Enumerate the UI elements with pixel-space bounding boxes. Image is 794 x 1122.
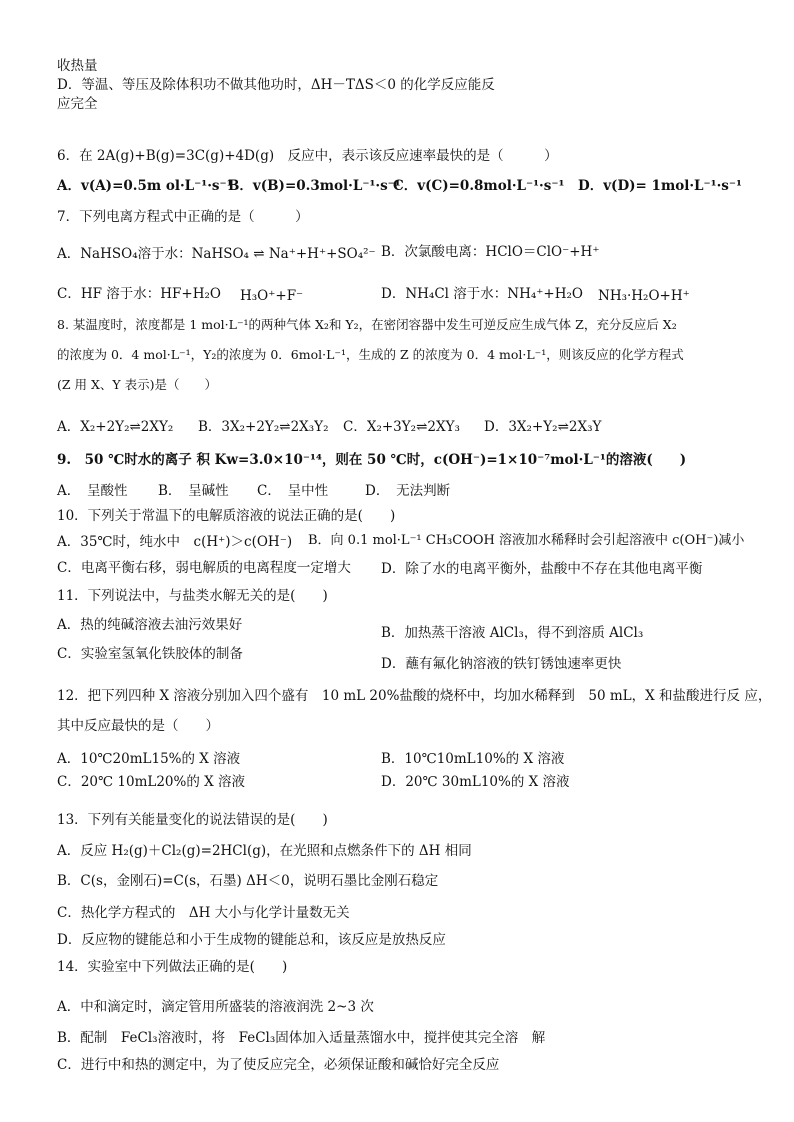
q8-option-a: A．X₂+2Y₂⇌2XY₂ bbox=[57, 419, 174, 435]
q11-option-c: C．实验室氢氧化铁胶体的制备 bbox=[57, 646, 243, 662]
q11-option-a: A．热的纯碱溶液去油污效果好 bbox=[57, 617, 243, 633]
q11-option-d: D．蘸有氟化钠溶液的铁钉锈蚀速率更快 bbox=[381, 656, 622, 672]
q8-stem-line-1: 8. 某温度时，浓度都是 1 mol·L⁻¹的两种气体 X₂和 Y₂，在密闭容器中发生可逆反应生成气体 Z，充分反应后 X₂ bbox=[57, 317, 677, 332]
q14-option-c: C．进行中和热的测定中，为了使反应完全，必须保证酸和碱恰好完全反应 bbox=[57, 1057, 500, 1073]
q7-option-c-right: H₃O⁺+F⁻ bbox=[240, 288, 304, 304]
q12-option-b: B．10℃10mL10%的 X 溶液 bbox=[381, 751, 565, 767]
q11-option-b: B．加热蒸干溶液 AlCl₃，得不到溶质 AlCl₃ bbox=[381, 625, 644, 641]
q9-option-d: D． 无法判断 bbox=[365, 483, 451, 499]
q6-stem: 6．在 2A(g)+B(g)=3C(g)+4D(g) 反应中，表示该反应速率最快的是（ ） bbox=[57, 148, 558, 164]
q7-option-d-left: D．NH₄Cl 溶于水：NH₄⁺+H₂O bbox=[381, 286, 583, 302]
q9-option-c: C． 呈中性 bbox=[257, 483, 329, 499]
q6-option-a: A．v(A)=0.5m ol·L⁻¹·s⁻¹ bbox=[57, 178, 233, 194]
q7-option-b: B．次氯酸电离：HClO＝ClO⁻+H⁺ bbox=[381, 244, 600, 260]
intro-line-1: 收热量 bbox=[57, 58, 98, 74]
q8-stem-line-3: (Z 用 X、Y 表示)是（ ） bbox=[57, 377, 218, 392]
q10-option-b: B．向 0.1 mol·L⁻¹ CH₃COOH 溶液加水稀释时会引起溶液中 c(OH⁻)减小 bbox=[308, 533, 745, 548]
q13-option-b: B．C(s，金刚石)=C(s，石墨) ΔH＜0，说明石墨比金刚石稳定 bbox=[57, 873, 439, 889]
q6-option-b: B．v(B)=0.3mol·L⁻¹·s⁻¹ bbox=[228, 178, 401, 194]
q12-stem-line-1: 12．把下列四种 X 溶液分别加入四个盛有 10 mL 20%盐酸的烧杯中，均加水稀释到 50 mL，X 和盐酸进行反 应， bbox=[57, 688, 772, 704]
q14-option-a: A．中和滴定时，滴定管用所盛装的溶液润洗 2~3 次 bbox=[57, 999, 374, 1015]
q10-stem: 10．下列关于常温下的电解质溶液的说法正确的是( ) bbox=[57, 508, 396, 524]
q8-stem-line-2: 的浓度为 0．4 mol·L⁻¹，Y₂的浓度为 0．6mol·L⁻¹，生成的 Z 的浓度为 0．4 mol·L⁻¹，则该反应的化学方程式 bbox=[57, 347, 684, 362]
q14-option-b: B．配制 FeCl₃溶液时，将 FeCl₃固体加入适量蒸馏水中，搅拌使其完全溶 解 bbox=[57, 1030, 546, 1046]
q9-option-b: B． 呈碱性 bbox=[158, 483, 229, 499]
q12-stem-line-2: 其中反应最快的是（ ） bbox=[57, 718, 219, 734]
q13-option-d: D．反应物的键能总和小于生成物的键能总和，该反应是放热反应 bbox=[57, 932, 446, 948]
q8-option-b: B．3X₂+2Y₂⇌2X₃Y₂ bbox=[198, 419, 329, 435]
q8-option-d: D．3X₂+Y₂⇌2X₃Y bbox=[484, 419, 602, 435]
q13-option-a: A．反应 H₂(g)＋Cl₂(g)=2HCl(g)，在光照和点燃条件下的 ΔH 相同 bbox=[57, 843, 472, 859]
q12-option-d: D．20℃ 30mL10%的 X 溶液 bbox=[381, 774, 570, 790]
intro-line-2: D．等温、等压及除体积功不做其他功时，ΔH－TΔS＜0 的化学反应能反 bbox=[57, 77, 495, 93]
q14-stem: 14．实验室中下列做法正确的是( ) bbox=[57, 959, 288, 975]
q13-stem: 13．下列有关能量变化的说法错误的是( ) bbox=[57, 812, 328, 828]
q7-option-a: A．NaHSO₄溶于水：NaHSO₄ ⇌ Na⁺+H⁺+SO₄²⁻ bbox=[57, 246, 376, 262]
q6-option-c: C．v(C)=0.8mol·L⁻¹·s⁻¹ bbox=[393, 178, 565, 194]
q9-option-a: A． 呈酸性 bbox=[57, 483, 128, 499]
q10-option-a: A．35℃时，纯水中 c(H⁺)＞c(OH⁻) bbox=[57, 534, 293, 550]
q11-stem: 11．下列说法中，与盐类水解无关的是( ) bbox=[57, 588, 328, 604]
q10-option-c: C．电离平衡右移，弱电解质的电离程度一定增大 bbox=[57, 560, 351, 576]
q9-stem: 9. 50 ℃时水的离子 积 Kw=3.0×10⁻¹⁴，则在 50 ℃时，c(OH⁻)=1×10⁻⁷mol·L⁻¹的溶液( ) bbox=[57, 452, 687, 468]
q12-option-c: C．20℃ 10mL20%的 X 溶液 bbox=[57, 774, 246, 790]
q10-option-d: D．除了水的电离平衡外，盐酸中不存在其他电离平衡 bbox=[381, 561, 703, 577]
q7-option-d-right: NH₃·H₂O+H⁺ bbox=[598, 288, 690, 304]
intro-line-3: 应完全 bbox=[57, 96, 98, 112]
q6-option-d: D．v(D)= 1mol·L⁻¹·s⁻¹ bbox=[578, 178, 742, 194]
q13-option-c: C．热化学方程式的 ΔH 大小与化学计量数无关 bbox=[57, 905, 350, 921]
q7-stem: 7．下列电离方程式中正确的是（ ） bbox=[57, 209, 309, 225]
q7-option-c-left: C．HF 溶于水：HF+H₂O bbox=[57, 286, 221, 302]
q12-option-a: A．10℃20mL15%的 X 溶液 bbox=[57, 751, 241, 767]
q8-option-c: C．X₂+3Y₂⇌2XY₃ bbox=[343, 419, 460, 435]
